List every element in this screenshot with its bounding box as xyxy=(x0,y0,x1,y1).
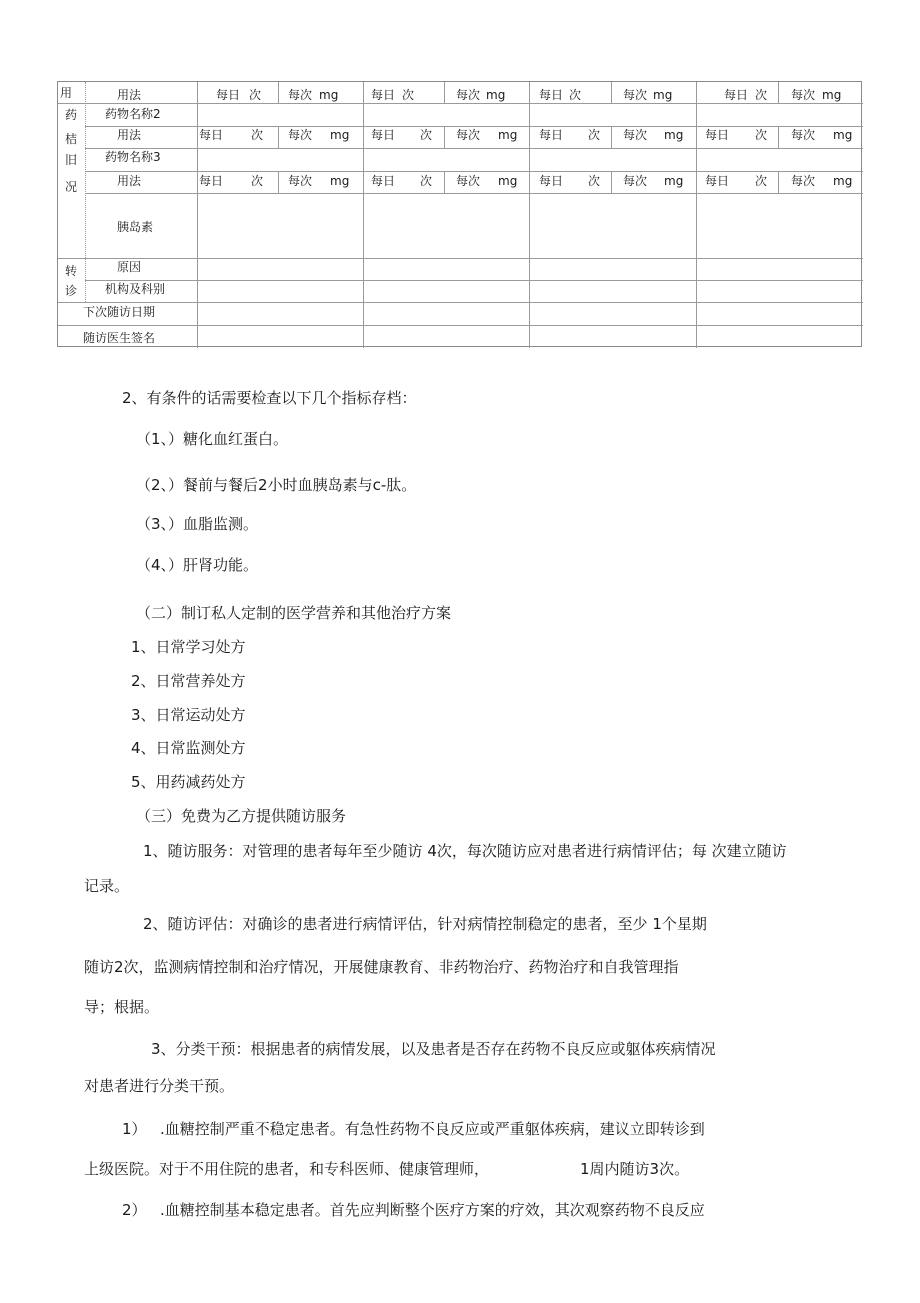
col-line xyxy=(611,171,612,193)
dose-daily: 每日 xyxy=(371,128,396,142)
doctor-sign-label: 随访医生签名 xyxy=(83,331,156,345)
dose-per: 每次 xyxy=(456,174,481,188)
col-line xyxy=(529,82,530,348)
col-line xyxy=(696,82,697,348)
row-line xyxy=(85,126,863,127)
drug3-label: 药物名称3 xyxy=(105,150,161,164)
dose-times: 次 xyxy=(755,174,768,188)
side-label-kuang: 况 xyxy=(65,180,78,194)
row-line xyxy=(85,148,863,149)
item2-heading: 2、有条件的话需要检查以下几个指标存档： xyxy=(122,389,417,407)
dose-unit: mg xyxy=(330,174,350,188)
dose-unit: mg xyxy=(833,174,853,188)
col-line xyxy=(611,126,612,148)
dose-daily: 每日 xyxy=(371,174,396,188)
side-label-zhuan: 转 xyxy=(65,264,78,278)
col-line xyxy=(278,82,279,104)
dose-per: 每次 xyxy=(288,88,313,102)
service2-line2: 随访2次，监测病情控制和治疗情况，开展健康教育、非药物治疗、药物治疗和自我管理指 xyxy=(84,958,679,976)
dose-daily: 每日 xyxy=(199,174,224,188)
row-line xyxy=(85,171,863,172)
col-line xyxy=(778,171,779,193)
dose-times: 次 xyxy=(755,88,768,102)
dose-times: 次 xyxy=(569,88,582,102)
sub-item-1-line1: .血糖控制严重不稳定患者。有急性药物不良反应或严重躯体疾病，建议立即转诊到 xyxy=(160,1120,705,1138)
col-line xyxy=(278,126,279,148)
col-line xyxy=(444,82,445,104)
medication-followup-table xyxy=(57,81,862,347)
dose-times: 次 xyxy=(420,174,433,188)
col-line xyxy=(197,82,198,348)
dose-per: 每次 xyxy=(288,128,313,142)
dose-unit: mg xyxy=(664,128,684,142)
dose-daily: 每日 xyxy=(199,128,224,142)
dose-times: 次 xyxy=(249,88,262,102)
dose-unit: mg xyxy=(498,174,518,188)
reason-label: 原因 xyxy=(117,260,142,274)
check-item-2: （2、）餐前与餐后2小时血胰岛素与c-肽。 xyxy=(136,476,417,494)
dose-per: 每次 xyxy=(456,128,481,142)
dose-unit: mg xyxy=(664,174,684,188)
row-line xyxy=(58,258,863,259)
section3-heading: （三）免费为乙方提供随访服务 xyxy=(136,807,347,825)
rx-item-5: 5、用药减药处方 xyxy=(131,773,246,791)
dose-per: 每次 xyxy=(623,88,648,102)
dose-daily: 每日 xyxy=(539,128,564,142)
usage-label: 用法 xyxy=(117,128,142,142)
row-line xyxy=(58,103,863,104)
col-line xyxy=(444,126,445,148)
row-line xyxy=(58,302,863,303)
dose-per: 每次 xyxy=(791,174,816,188)
dose-daily: 每日 xyxy=(539,174,564,188)
dose-daily: 每日 xyxy=(539,88,564,102)
dose-daily: 每日 xyxy=(724,88,749,102)
dose-daily: 每日 xyxy=(371,88,396,102)
dose-per: 每次 xyxy=(456,88,481,102)
dose-per: 每次 xyxy=(623,128,648,142)
check-item-4: （4、）肝肾功能。 xyxy=(136,556,259,574)
drug2-label: 药物名称2 xyxy=(105,107,161,121)
next-visit-label: 下次随访日期 xyxy=(83,305,156,319)
institution-label: 机构及科别 xyxy=(105,282,166,296)
side-label-jie: 桔 xyxy=(65,132,78,146)
dose-times: 次 xyxy=(251,128,264,142)
rx-item-1: 1、日常学习处方 xyxy=(131,638,246,656)
col-line xyxy=(444,171,445,193)
dose-unit: mg xyxy=(330,128,350,142)
rx-item-2: 2、日常营养处方 xyxy=(131,672,246,690)
service2-line1: 2、随访评估：对确诊的患者进行病情评估，针对病情控制稳定的患者，至少 1个星期 xyxy=(143,915,707,933)
sub-item-1-line2b: 1周内随访3次。 xyxy=(580,1160,690,1178)
side-label-yao: 药 xyxy=(65,108,78,122)
insulin-label: 胰岛素 xyxy=(117,220,154,234)
dose-times: 次 xyxy=(251,174,264,188)
dose-per: 每次 xyxy=(791,88,816,102)
service3-line1: 3、分类干预：根据患者的病情发展，以及患者是否存在药物不良反应或躯体疾病情况 xyxy=(151,1040,716,1058)
sub-item-1-number: 1） xyxy=(122,1120,147,1138)
row-line xyxy=(85,280,863,281)
dose-unit: mg xyxy=(319,88,339,102)
dose-daily: 每日 xyxy=(705,128,730,142)
service3-line2: 对患者进行分类干预。 xyxy=(84,1077,235,1095)
service1-line1: 1、随访服务：对管理的患者每年至少随访 4次，每次随访应对患者进行病情评估；每 次建立随访 xyxy=(143,842,787,860)
col-line xyxy=(85,82,86,302)
row-line xyxy=(85,193,863,194)
dose-unit: mg xyxy=(486,88,506,102)
usage-label: 用法 xyxy=(117,88,142,102)
dose-unit: mg xyxy=(833,128,853,142)
dose-per: 每次 xyxy=(791,128,816,142)
col-line xyxy=(611,82,612,104)
dose-daily: 每日 xyxy=(705,174,730,188)
usage-label: 用法 xyxy=(117,174,142,188)
sub-item-1-line2a: 上级医院。对于不用住院的患者，和专科医师、健康管理师， xyxy=(84,1160,490,1178)
dose-times: 次 xyxy=(588,174,601,188)
check-item-1: （1、）糖化血红蛋白。 xyxy=(136,430,289,448)
dose-unit: mg xyxy=(653,88,673,102)
col-line xyxy=(278,171,279,193)
section2-heading: （二）制订私人定制的医学营养和其他治疗方案 xyxy=(136,604,452,622)
col-line xyxy=(778,126,779,148)
dose-times: 次 xyxy=(588,128,601,142)
service2-line3: 导；根据。 xyxy=(84,998,160,1016)
dose-times: 次 xyxy=(420,128,433,142)
dose-per: 每次 xyxy=(288,174,313,188)
dose-times: 次 xyxy=(755,128,768,142)
dose-times: 次 xyxy=(402,88,415,102)
side-label-jiu: 旧 xyxy=(65,153,78,167)
rx-item-3: 3、日常运动处方 xyxy=(131,706,246,724)
dose-daily: 每日 xyxy=(216,88,241,102)
side-label-zhen: 诊 xyxy=(65,284,78,298)
rx-item-4: 4、日常监测处方 xyxy=(131,739,246,757)
col-line xyxy=(363,82,364,348)
row-line xyxy=(58,325,863,326)
sub-item-2-line1: .血糖控制基本稳定患者。首先应判断整个医疗方案的疗效，其次观察药物不良反应 xyxy=(160,1201,705,1219)
side-label-yong: 用 xyxy=(60,86,73,100)
col-line xyxy=(778,82,779,104)
dose-per: 每次 xyxy=(623,174,648,188)
dose-unit: mg xyxy=(498,128,518,142)
check-item-3: （3、）血脂监测。 xyxy=(136,515,259,533)
dose-unit: mg xyxy=(822,88,842,102)
service1-line2: 记录。 xyxy=(84,877,130,895)
sub-item-2-number: 2） xyxy=(122,1201,147,1219)
